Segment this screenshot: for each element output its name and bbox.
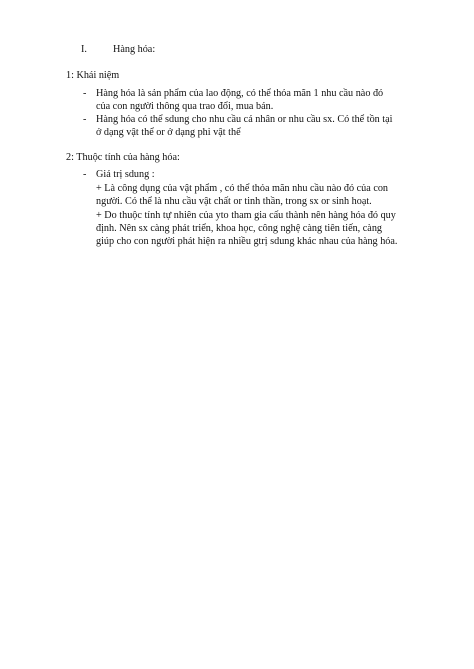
bullet-line: Hàng hóa có thể sdung cho nhu cầu cá nhân or nhu cầu sx. Có thể tồn tại (96, 114, 393, 125)
bullet-line: + Là công dụng của vật phẩm , có thể thỏa mãn nhu cầu nào đó của con (96, 183, 389, 194)
bullet-line: Giá trị sdung : (96, 169, 155, 180)
heading-number: I. (81, 44, 87, 55)
section-1-title: 1: Khái niệm (66, 70, 120, 81)
bullet-marker: - (83, 114, 87, 125)
heading-title: Hàng hóa: (113, 44, 156, 55)
section-2-title: 2: Thuộc tính của hàng hóa: (66, 152, 180, 163)
bullet-line: của con người thông qua trao đổi, mua bán. (96, 101, 274, 112)
bullet-line: người. Có thể là nhu cầu vật chất or tinh thần, trong sx or sinh hoạt. (96, 196, 372, 207)
bullet-line: ở dạng vật thể or ở dạng phi vật thể (96, 127, 241, 138)
bullet-marker: - (83, 169, 87, 180)
bullet-line: định. Nên sx càng phát triển, khoa học, công nghệ càng tiên tiến, càng (96, 223, 383, 234)
bullet-marker: - (83, 88, 87, 99)
bullet-line: giúp cho con người phát hiện ra nhiều gtrị sdung khác nhau của hàng hóa. (96, 236, 398, 247)
bullet-line: Hàng hóa là sản phẩm của lao động, có thể thỏa mãn 1 nhu cầu nào đó (96, 88, 384, 99)
bullet-line: + Do thuộc tính tự nhiên của yto tham gia cấu thành nên hàng hóa đó quy (96, 210, 396, 221)
